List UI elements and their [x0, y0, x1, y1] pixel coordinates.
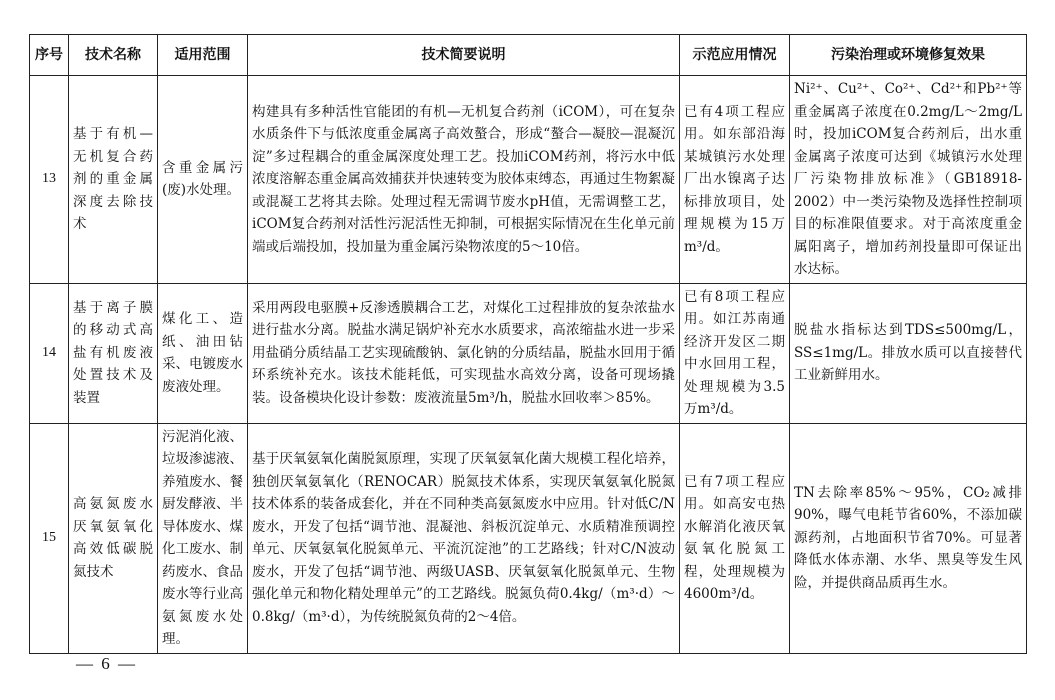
row-description: 采用两段电驱膜+反渗透膜耦合工艺，对煤化工过程排放的复杂浓盐水进行盐水分离。脱盐水满足锅炉补充水水质要求，高浓缩盐水进一步采用盐硝分质结晶工艺实现硫酸钠、氯化钠的分质结晶，脱盐水回用于循环系统补充水。该技术能耗低，可实现盐水高效分离，设备可现场撬装。设备模块化设计参数：废液流量5m³/h，脱盐水回收率＞85%。 [248, 283, 680, 423]
row-scope: 含重金属污(废)水处理。 [158, 76, 248, 284]
row-no: 13 [30, 76, 69, 284]
row-effect: TN去除率85%～95%，CO₂减排90%，曝气电耗节省60%，不添加碳源药剂，占地面积节省70%。可显著降低水体赤潮、水华、黑臭等发生风险，并提供商品质再生水。 [790, 423, 1027, 653]
row-no: 14 [30, 283, 69, 423]
row-demo: 已有7项工程应用。如高安屯热水解消化液厌氧氨氧化脱氮工程，处理规模为4600m³/d。 [680, 423, 790, 653]
row-effect: 脱盐水指标达到TDS≤500mg/L，SS≤1mg/L。排放水质可以直接替代工业新鲜用水。 [790, 283, 1027, 423]
header-scope: 适用范围 [158, 35, 248, 76]
row-tech-name: 基于离子膜的移动式高盐有机废液处置技术及装置 [69, 283, 158, 423]
table-row [30, 76, 1027, 284]
header-name: 技术名称 [69, 35, 158, 76]
header-effect: 污染治理或环境修复效果 [790, 35, 1027, 76]
row-demo: 已有4项工程应用。如东部沿海某城镇污水处理厂出水镍离子达标排放项目，处理规模为15万m³/d。 [680, 76, 790, 284]
row-description: 基于厌氧氨氧化菌脱氮原理，实现了厌氧氨氧化菌大规模工程化培养，独创厌氧氨氧化（RENOCAR）脱氮技术体系，实现厌氧氨氧化脱氮技术体系的装备成套化，并在不同种类高氨氮废水中应用。针对低C/N废水，开发了包括“调节池、混凝池、斜板沉淀单元、水质精准预调控单元、厌氧氨氧化脱氮单元、平流沉淀池”的工艺路线；针对C/N波动废水，开发了包括“调节池、两级UASB、厌氧氨氧化脱氮单元、生物强化单元和物化精处理单元”的工艺路线。脱氮负荷0.4kg/（m³·d）～0.8kg/（m³·d），为传统脱氮负荷的2～4倍。 [248, 423, 680, 653]
row-description: 构建具有多种活性官能团的有机—无机复合药剂（iCOM），可在复杂水质条件下与低浓度重金属离子高效螯合，形成“螯合—凝胶—混凝沉淀”多过程耦合的重金属深度处理工艺。投加iCOM药剂，将污水中低浓度溶解态重金属高效捕获并快速转变为胶体束缚态，再通过生物絮凝或混凝工艺将其去除。处理过程无需调节废水pH值，无需调整工艺，iCOM复合药剂对活性污泥活性无抑制，可根据实际情况在生化单元前端或后端投加，投加量为重金属污染物浓度的5～10倍。 [248, 76, 680, 284]
row-scope: 煤化工、造纸、油田钻采、电镀废水废液处理。 [158, 283, 248, 423]
technology-table [29, 34, 1027, 654]
row-scope: 污泥消化液、垃圾渗滤液、养殖废水、餐厨发酵液、半导体废水、煤化工废水、制药废水、食品废水等行业高氨氮废水处理。 [158, 423, 248, 653]
row-tech-name: 高氨氮废水厌氧氨氧化高效低碳脱氮技术 [69, 423, 158, 653]
page-number: — 6 — [76, 654, 137, 673]
row-demo: 已有8项工程应用。如江苏南通经济开发区二期中水回用工程，处理规模为3.5万m³/d。 [680, 283, 790, 423]
row-no: 15 [30, 423, 69, 653]
table-header-row [30, 35, 1027, 76]
row-effect: Ni²⁺、Cu²⁺、Co²⁺、Cd²⁺和Pb²⁺等重金属离子浓度在0.2mg/L～2mg/L时，投加iCOM复合药剂后，出水重金属离子浓度可达到《城镇污水处理厂污染物排放标准》（GB18918-2002）中一类污染物及选择性控制项目的标准限值要求。对于高浓度重金属阳离子，增加药剂投量即可保证出水达标。 [790, 76, 1027, 284]
table-row [30, 423, 1027, 653]
header-no: 序号 [30, 35, 69, 76]
row-tech-name: 基于有机—无机复合药剂的重金属深度去除技术 [69, 76, 158, 284]
header-demo: 示范应用情况 [680, 35, 790, 76]
header-desc: 技术简要说明 [248, 35, 680, 76]
table-row [30, 283, 1027, 423]
